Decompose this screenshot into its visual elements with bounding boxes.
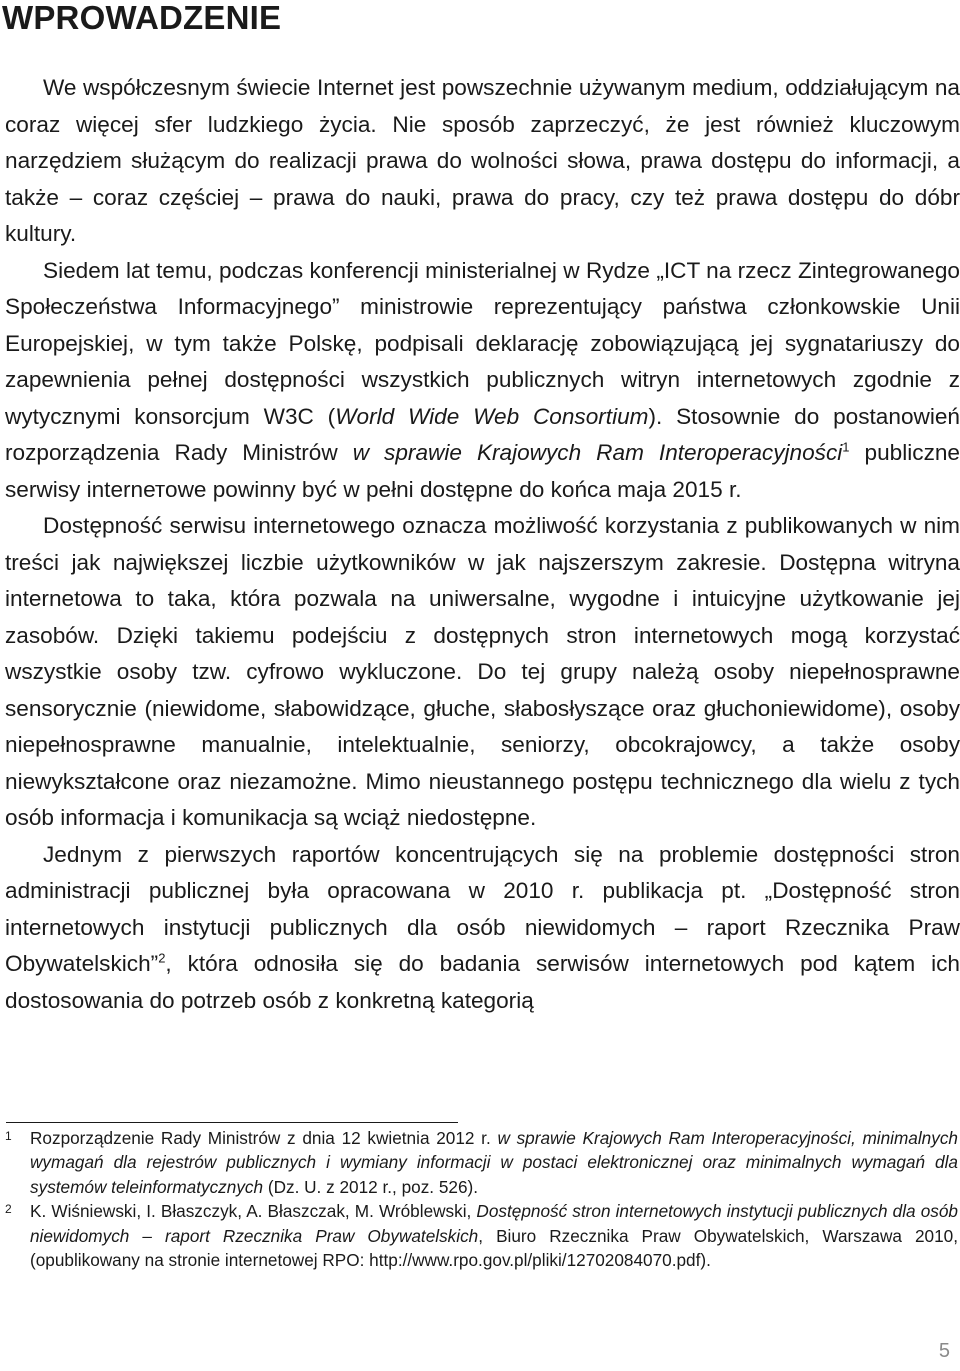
paragraph-text: ). Stosownie do postanowień rozporządzenia Rady Ministrów (5, 403, 960, 465)
footnote-text: , Biuro Rzecznika Praw Obywatelskich, Warszawa 2010, (opublikowany na stronie internetowej RPO: http://www.rpo.gov.pl/pliki/12702084070.pdf). (30, 1225, 958, 1271)
footnote-number: 2 (5, 1202, 12, 1217)
paragraph-text: Jednym z pierwszych raportów koncentrujących się na problemie dostępności stron administracji publicznej była opracowana w 2010 r. publikacja pt. „Dostępność stron internetowych instytucji publicznych dla osób niewidomych – raport Rzecznika Praw Obywatelskich” (5, 841, 960, 976)
paragraph-2 (5, 253, 960, 509)
section-heading: WPROWADZENIE (2, 0, 282, 36)
paragraph-3 (5, 508, 960, 837)
footnote-2 (5, 1199, 958, 1272)
footnote-text: Rozporządzenie Rady Ministrów z dnia 12 kwietnia 2012 r. (30, 1128, 498, 1148)
footnote-number: 1 (5, 1129, 12, 1143)
paragraph-text: We współczesnym świecie Internet jest powszechnie używanym medium, oddziałującym na coraz więcej sfer ludzkiego życia. Nie sposób zaprzeczyć, że jest również kluczowym narzędziem służącym do realizacji prawa do wolności słowa, prawa dostępu do informacji, a także – coraz częściej – prawa do nauki, prawa do pracy, czy też prawa dostępu do dóbr kultury. (5, 75, 960, 246)
paragraph-text: Siedem lat temu, podczas konferencji ministerialnej w Rydze „ICT na rzecz Zintegrowanego Społeczeństwa Informacyjnego” ministrowie reprezentujący państwa członkowskie Unii Europejskiej, w tym także Polskę, podpisali deklarację zobowiązującą jej sygnatariuszy do zapewnienia pełnej dostępności wszystkich publicznych witryn internetowych zgodnie z wytycznymi konsorcjum W3C ( (5, 257, 960, 429)
footnote-italic-title: Dostępność stron internetowych instytucji publicznych dla osób niewidomych – raport Rzecznika Praw Obywatelskich (30, 1201, 958, 1246)
paragraph-1 (5, 70, 960, 253)
footnote-text: (Dz. U. z 2012 r., poz. 526). (263, 1176, 479, 1197)
footnotes (5, 1126, 958, 1272)
footnote-italic-title: w sprawie Krajowych Ram Interoperacyjności, minimalnych wymagań dla rejestrów publicznych i wymiany informacji w postaci elektronicznej oraz minimalnych wymagań dla systemów teleinformatycznych (30, 1128, 958, 1197)
footnote-text: K. Wiśniewski, I. Błaszczyk, A. Błaszczak, M. Wróblewski, (30, 1201, 477, 1222)
italic-term: World Wide Web Consortium (335, 403, 649, 429)
footnote-ref-2[interactable]: 2 (158, 950, 166, 966)
paragraph-4 (5, 837, 960, 1020)
paragraph-text: publiczne serwisy internетоwe powinny być w pełni dostępne do końca maja 2015 r. (5, 440, 960, 502)
footnote-divider (6, 1122, 458, 1123)
paragraph-text: , która odnosiła się do badania serwisów internetowych pod kątem ich dostosowania do potrzeb osób z konkretną kategorią (5, 951, 960, 1013)
body-text (5, 70, 960, 1019)
italic-title: w sprawie Krajowych Ram Interoperacyjności (352, 440, 843, 465)
paragraph-text: Dostępność serwisu internetowego oznacza możliwość korzystania z publikowanych w nim treści jak największej liczbie użytkowników w jak najszerszym zakresie. Dostępna witryna internetowa to taka, która pozwala na uniwersalne, wygodne i intuicyjne użytkowanie jej zasobów. Dzięki takiemu podejściu z dostępnych stron internetowych mogą korzystać wszystkie osoby tzw. cyfrowo wykluczone. Do tej grupy należą osoby niepełnosprawne sensorycznie (niewidome, słabowidzące, głuche, słabosłyszące oraz głuchoniewidome), osoby niepełnosprawne manualnie, intelektualnie, seniorzy, obcokrajowcy, a także osoby niewykształcone oraz niezamożne. Mimo nieustannego postępu technicznego dla wielu z tych osób informacja i komunikacja są wciąż niedostępne. (5, 513, 960, 830)
page-number: 5 (938, 1340, 950, 1362)
footnote-ref-1[interactable]: 1 (842, 439, 850, 455)
footnote-1 (5, 1126, 958, 1199)
